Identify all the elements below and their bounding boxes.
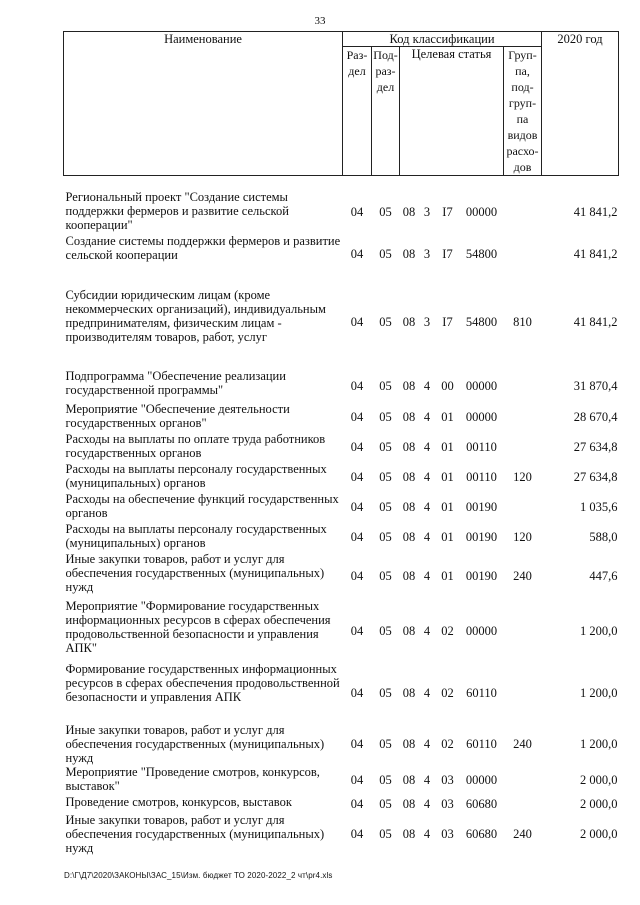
row-target-program: 08: [402, 500, 416, 514]
row-razdel: 04: [350, 314, 364, 329]
row-amount: 2 000,0: [580, 773, 618, 787]
table-row: [64, 288, 619, 355]
row-name: Расходы на выплаты по оплате труда работников государственных органов: [65, 432, 326, 460]
row-podrazdel: 05: [379, 470, 392, 484]
row-target-direction: 54800: [465, 314, 498, 329]
table-body: [64, 176, 619, 856]
row-target-program: 08: [402, 530, 416, 544]
row-amount: 31 870,4: [573, 378, 618, 393]
row-target-direction: 60110: [466, 737, 497, 751]
row-target-subprogram: 4: [423, 500, 431, 514]
row-name: Мероприятие "Обеспечение деятельности государственных органов": [65, 402, 290, 430]
header-target: Целевая статья: [400, 47, 504, 176]
row-target-subprogram: 4: [423, 773, 431, 787]
row-expense-group: 240: [513, 568, 532, 583]
row-target-direction: 00190: [465, 530, 498, 544]
row-target-event: 03: [441, 797, 454, 811]
budget-table: [63, 31, 619, 855]
row-amount: 41 841,2: [573, 247, 618, 261]
header-classification: Код классификации: [343, 32, 542, 47]
row-target-program: 08: [402, 737, 416, 751]
table-row: [64, 190, 619, 234]
row-razdel: 04: [350, 500, 364, 514]
row-target-program: 08: [402, 827, 416, 841]
table-row: [64, 552, 619, 599]
row-target-event: 01: [441, 500, 454, 514]
row-target-subprogram: 3: [423, 205, 431, 219]
row-amount: 2 000,0: [580, 827, 618, 841]
row-target-subprogram: 4: [423, 440, 431, 454]
row-target-event: 01: [441, 470, 454, 484]
row-expense-group: 810: [513, 314, 532, 329]
row-podrazdel: 05: [379, 568, 392, 583]
row-razdel: 04: [350, 773, 364, 787]
row-expense-group: [504, 369, 542, 402]
row-razdel: 04: [350, 797, 364, 811]
row-target-subprogram: 4: [423, 378, 431, 393]
row-name: Расходы на обеспечение функций государственных органов: [65, 492, 339, 520]
header-podrazdel: Под- раз- дел: [372, 47, 400, 176]
row-target-direction: 00110: [466, 470, 497, 484]
row-podrazdel: 05: [379, 500, 392, 514]
row-target-program: 08: [402, 378, 416, 393]
row-podrazdel: 05: [379, 737, 392, 751]
row-target-subprogram: 4: [423, 530, 431, 544]
row-target-program: 08: [402, 440, 416, 454]
row-razdel: 04: [350, 440, 364, 454]
table-row: [64, 492, 619, 522]
row-target-subprogram: 4: [423, 797, 431, 811]
row-target-direction: 54800: [465, 247, 498, 261]
table-row: [64, 662, 619, 723]
row-expense-group: 240: [513, 827, 532, 841]
row-amount: 41 841,2: [573, 314, 618, 329]
table-row: [64, 432, 619, 462]
row-target-program: 08: [402, 410, 416, 424]
row-name: Иные закупки товаров, работ и услуг для обеспечения государственных (муниципальных) нужд: [65, 552, 325, 594]
row-podrazdel: 05: [379, 623, 392, 638]
row-razdel: 04: [350, 737, 364, 751]
footer-file-path: D:\Г\Д7\2020\ЗАКОНЫ\ЗАС_15\Изм. бюджет ТО 2020-2022_2 чт\pr4.xls: [64, 871, 333, 880]
row-expense-group: [504, 795, 542, 813]
row-target-program: 08: [402, 568, 416, 583]
row-target-direction: 00110: [466, 440, 497, 454]
row-target-direction: 60680: [465, 797, 498, 811]
row-target-event: 02: [441, 685, 454, 700]
row-expense-group: 120: [513, 530, 532, 544]
row-target-event: 03: [441, 773, 454, 787]
row-amount: 1 200,0: [580, 685, 618, 700]
row-name: Иные закупки товаров, работ и услуг для обеспечения государственных (муниципальных) нужд: [65, 723, 325, 765]
row-name: Подпрограмма "Обеспечение реализации государственной программы": [65, 369, 286, 397]
table-row: [64, 765, 619, 795]
row-podrazdel: 05: [379, 530, 392, 544]
row-podrazdel: 05: [379, 205, 392, 219]
row-amount: 28 670,4: [573, 410, 618, 424]
row-razdel: 04: [350, 470, 364, 484]
row-expense-group: [504, 402, 542, 432]
row-expense-group: 240: [513, 737, 532, 751]
row-razdel: 04: [350, 410, 364, 424]
row-target-program: 08: [402, 623, 416, 638]
row-expense-group: [504, 190, 542, 234]
row-amount: 27 634,8: [573, 440, 618, 454]
row-target-program: 08: [402, 247, 416, 261]
row-amount: 1 200,0: [580, 623, 618, 638]
row-podrazdel: 05: [379, 797, 392, 811]
row-target-program: 08: [402, 797, 416, 811]
row-podrazdel: 05: [379, 773, 392, 787]
row-podrazdel: 05: [379, 410, 392, 424]
table-row: [64, 813, 619, 855]
row-razdel: 04: [350, 827, 364, 841]
row-name: Расходы на выплаты персоналу государственных (муниципальных) органов: [65, 522, 327, 550]
row-name: Расходы на выплаты персоналу государственных (муниципальных) органов: [65, 462, 327, 490]
row-razdel: 04: [350, 568, 364, 583]
row-target-event: I7: [442, 314, 453, 329]
row-expense-group: [504, 492, 542, 522]
row-target-event: I7: [442, 247, 453, 261]
row-razdel: 04: [350, 623, 364, 638]
row-razdel: 04: [350, 247, 364, 261]
row-name: Мероприятие "Проведение смотров, конкурсов, выставок": [65, 765, 320, 793]
table-row: [64, 522, 619, 552]
row-podrazdel: 05: [379, 685, 392, 700]
row-target-direction: 00190: [465, 500, 498, 514]
table-row: [64, 795, 619, 813]
row-amount: 588,0: [589, 530, 618, 544]
header-year: 2020 год: [542, 32, 619, 176]
row-target-subprogram: 4: [423, 623, 431, 638]
row-amount: 41 841,2: [573, 205, 618, 219]
row-name: Проведение смотров, конкурсов, выставок: [65, 795, 292, 809]
row-amount: 2 000,0: [580, 797, 618, 811]
row-target-direction: 00000: [465, 410, 498, 424]
row-target-program: 08: [402, 685, 416, 700]
row-podrazdel: 05: [379, 247, 392, 261]
table-row: [64, 599, 619, 662]
row-razdel: 04: [350, 378, 364, 393]
row-target-subprogram: 4: [423, 737, 431, 751]
row-podrazdel: 05: [379, 440, 392, 454]
row-target-direction: 00000: [465, 773, 498, 787]
row-target-subprogram: 4: [423, 685, 431, 700]
row-expense-group: [504, 765, 542, 795]
row-target-direction: 60680: [465, 827, 498, 841]
header-razdel: Раз- дел: [343, 47, 372, 176]
row-amount: 1 200,0: [580, 737, 618, 751]
table-row: [64, 369, 619, 402]
page-number: 33: [314, 15, 326, 27]
row-razdel: 04: [350, 205, 364, 219]
row-razdel: 04: [350, 685, 364, 700]
table-row: [64, 723, 619, 765]
row-expense-group: [504, 432, 542, 462]
row-name: Субсидии юридическим лицам (кроме некоммерческих организаций), индивидуальным предпринимателям, физическим лицам - производителям товаров, работ, услуг: [65, 288, 326, 344]
row-target-direction: 00000: [465, 378, 498, 393]
row-target-subprogram: 4: [423, 410, 431, 424]
row-target-event: 01: [441, 568, 454, 583]
row-name: Формирование государственных информационных ресурсов в сферах обеспечения продовольственной безопасности и управления АПК: [65, 662, 340, 704]
row-target-program: 08: [402, 314, 416, 329]
table-row: [64, 402, 619, 432]
row-name: Иные закупки товаров, работ и услуг для обеспечения государственных (муниципальных) нужд: [65, 813, 325, 855]
row-target-event: 00: [441, 378, 454, 393]
row-podrazdel: 05: [379, 314, 392, 329]
row-amount: 447,6: [589, 568, 618, 583]
table-row: [64, 462, 619, 492]
row-target-subprogram: 4: [423, 470, 431, 484]
row-name: Региональный проект "Создание системы поддержки фермеров и развитие сельской кооперации": [65, 190, 289, 232]
row-target-direction: 60110: [466, 685, 497, 700]
row-amount: 1 035,6: [580, 500, 618, 514]
row-razdel: 04: [350, 530, 364, 544]
row-podrazdel: 05: [379, 827, 392, 841]
row-target-subprogram: 4: [423, 568, 431, 583]
header-name: Наименование: [64, 32, 343, 176]
row-podrazdel: 05: [379, 378, 392, 393]
row-target-event: I7: [442, 205, 453, 219]
row-target-direction: 00000: [465, 623, 498, 638]
row-amount: 27 634,8: [573, 470, 618, 484]
row-target-program: 08: [402, 205, 416, 219]
row-expense-group: 120: [513, 470, 532, 484]
row-expense-group: [504, 234, 542, 274]
row-target-program: 08: [402, 773, 416, 787]
row-target-event: 01: [441, 410, 454, 424]
row-target-subprogram: 4: [423, 827, 431, 841]
row-expense-group: [504, 662, 542, 723]
table-header: [64, 32, 619, 176]
row-target-subprogram: 3: [423, 314, 431, 329]
row-target-event: 01: [441, 530, 454, 544]
row-name: Мероприятие "Формирование государственных информационных ресурсов в сферах обеспечения продовольственной безопасности и управления АПК": [65, 599, 331, 655]
row-target-direction: 00000: [465, 205, 498, 219]
header-group: Груп- па, под- груп- па видов расхо- дов: [504, 47, 542, 176]
row-target-event: 02: [441, 623, 454, 638]
table-row: [64, 234, 619, 274]
row-target-event: 03: [441, 827, 454, 841]
row-target-direction: 00190: [465, 568, 498, 583]
row-target-subprogram: 3: [423, 247, 431, 261]
row-target-event: 01: [441, 440, 454, 454]
row-expense-group: [504, 599, 542, 662]
row-target-program: 08: [402, 470, 416, 484]
row-target-event: 02: [441, 737, 454, 751]
row-name: Создание системы поддержки фермеров и развитие сельской кооперации: [65, 234, 341, 262]
